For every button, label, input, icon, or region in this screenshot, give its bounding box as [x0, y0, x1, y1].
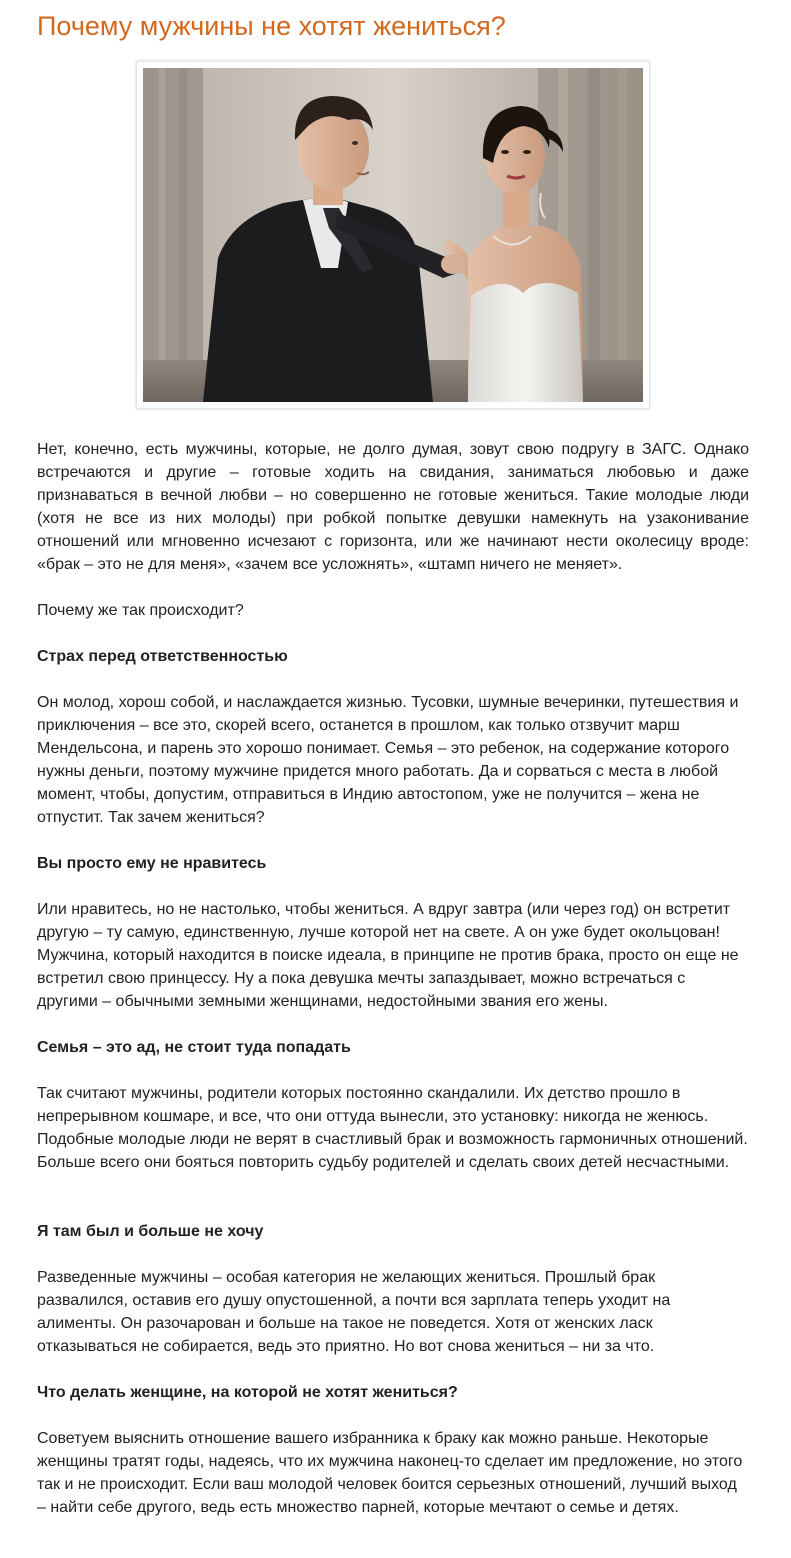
question-paragraph: Почему же так происходит? — [37, 602, 244, 619]
section-paragraph: Разведенные мужчины – особая категория не желающих жениться. Прошлый брак развалился, оставив его душу опустошенной, а почти вся зарплата теперь уходит на алименты. Он разочарован и больше на такое не поведется. Хотя от женских ласк отказываться не собирается, ведь это приятно. Но вот снова жениться – ни за что. — [37, 1269, 671, 1355]
section-paragraph: Он молод, хорош собой, и наслаждается жизнью. Тусовки, шумные вечеринки, путешествия и приключения – все это, скорей всего, останется в прошлом, как только отзвучит марш Мендельсона, и парень это хорошо понимает. Семья – это ребенок, на содержание которого нужны деньги, поэтому мужчине придется много работать. Да и сорваться с места в любой момент, чтобы, допустим, отправиться в Индию автостопом, уже не получится – жена не отпустит. Так зачем жениться? — [37, 694, 739, 826]
article-image-frame — [136, 61, 650, 409]
section-heading: Страх перед ответственностью — [37, 648, 288, 665]
section-heading: Что делать женщине, на которой не хотят жениться? — [37, 1384, 458, 1401]
section-heading: Я там был и больше не хочу — [37, 1223, 264, 1240]
section-heading: Семья – это ад, не стоит туда попадать — [37, 1039, 351, 1056]
intro-paragraph: Нет, конечно, есть мужчины, которые, не долго думая, зовут свою подругу в ЗАГС. Однако встречаются и другие – готовые ходить на свидания, заниматься любовью и даже признаваться в вечной любви – но совершенно не готовые жениться. Такие молодые люди (хотя не все из них молоды) при робкой попытке девушки намекнуть на узаконивание отношений или мгновенно исчезают с горизонта, или же начинают нести околесицу вроде: «брак – это не для меня», «зачем все усложнять», «штамп ничего не меняет». — [37, 441, 749, 573]
section-heading: Вы просто ему не нравитесь — [37, 855, 267, 872]
section-paragraph: Так считают мужчины, родители которых постоянно скандалили. Их детство прошло в непрерывном кошмаре, и все, что они оттуда вынесли, это установку: никогда не женюсь. Подобные молодые люди не верят в счастливый брак и возможность гармоничных отношений. Больше всего они бояться повторить судьбу родителей и сделать своих детей несчастными. — [37, 1085, 748, 1171]
article-title: Почему мужчины не хотят жениться? — [37, 11, 506, 41]
section-paragraph: Или нравитесь, но не настолько, чтобы жениться. А вдруг завтра (или через год) он встретит другую – ту самую, единственную, лучше которой нет на свете. А он уже будет окольцован! Мужчина, который находится в поиске идеала, в принципе не против брака, просто он еще не встретил свою принцессу. Ну а пока девушка мечты запаздывает, можно встречаться с другими – обычными земными женщинами, недостойными звания его жены. — [37, 901, 739, 1010]
article-photo — [143, 68, 643, 402]
section-paragraph: Советуем выяснить отношение вашего избранника к браку как можно раньше. Некоторые женщины тратят годы, надеясь, что их мужчина наконец-то сделает им предложение, но этого так и не происходит. Если ваш молодой человек боится серьезных отношений, лучший выход – найти себе другого, ведь есть множество парней, которые мечтают о семье и детях. — [37, 1430, 743, 1516]
